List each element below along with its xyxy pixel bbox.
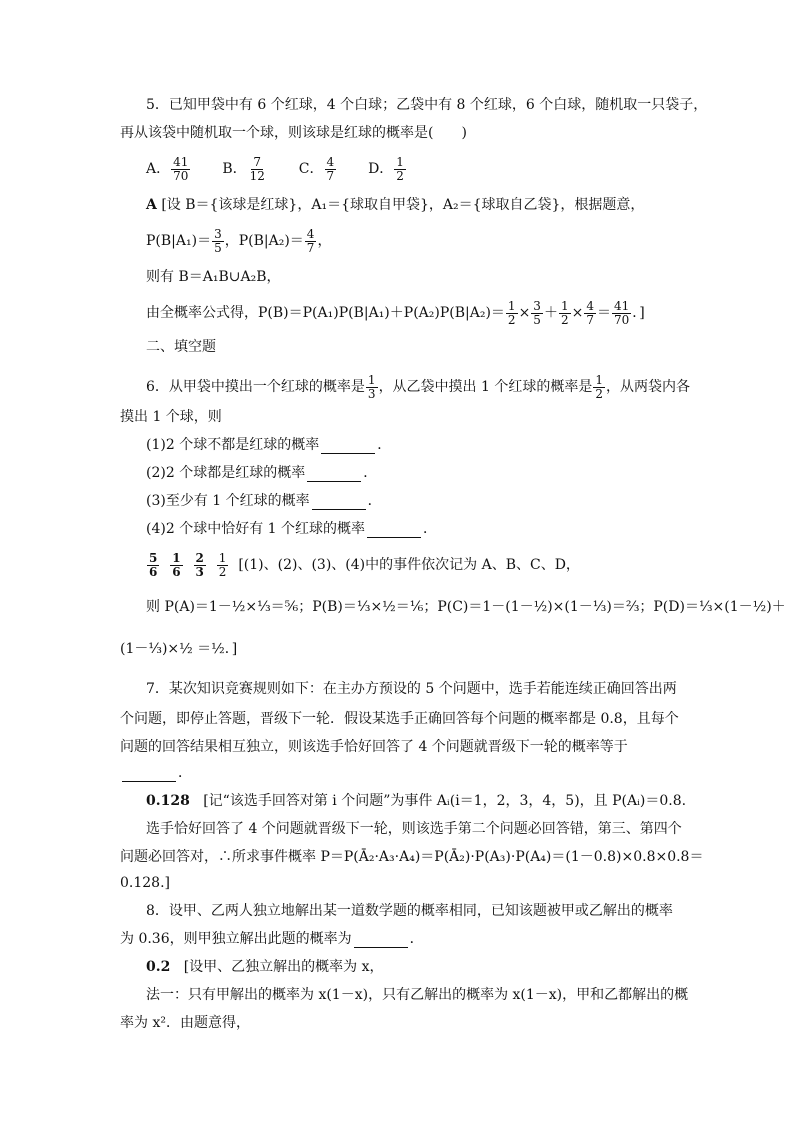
answer-blank: [367, 523, 421, 538]
q7-solution-line4: 0.128.]: [120, 875, 170, 891]
option-d: D． $\frac{1}{2}$: [368, 154, 404, 183]
q7-line4: ．: [120, 764, 192, 782]
option-a: A． $\frac{41}{70}$: [146, 154, 189, 183]
q6-solution-line3: (1－⅓)×½ ＝½．]: [120, 641, 238, 657]
q6-sub1: (1)2 个球不都是红球的概率 ．: [146, 437, 392, 453]
q5-line1: 5．已知甲袋中有 6 个红球，4 个白球；乙袋中有 8 个红球，6 个白球，随机取一只袋子，: [146, 97, 708, 113]
answer-blank: [354, 933, 408, 948]
q8-answer: 0.2: [146, 959, 171, 975]
section-heading: 二、填空题: [146, 339, 216, 355]
q6-line2: 摸出 1 个球，则: [120, 409, 222, 425]
answer-blank: [321, 439, 375, 454]
q5-solution-line2: P(B|A₁)＝ $\frac{3}{5}$ ，P(B|A₂)＝ $\frac{4}{7}$ ，: [146, 226, 332, 255]
option-c: C． $\frac{4}{7}$: [298, 154, 335, 183]
q6-answers: $\frac{5}{6}$ $\frac{1}{6}$ $\frac{2}{3}$ $\frac{1}{2}$ [(1)、(2)、(3)、(4)中的事件依次记为 A、B、C、D，: [149, 550, 580, 579]
q8-line2: 为 0.36，则甲独立解出此题的概率为 ．: [120, 931, 424, 947]
q5-solution-line4: 由全概率公式得，P(B)＝P(A₁)P(B|A₁)＋P(A₂)P(B|A₂)＝ $\frac{1}{2}$ × $\frac{3}{5}$ ＋ $\frac{1}{2}$ × $\frac{4}{7}$ ＝ $\frac{41}{70}$ ．]: [146, 298, 645, 327]
option-b: B． $\frac{7}{12}$: [222, 154, 265, 183]
q5-solution-line1: A [设 B＝{该球是红球}，A₁＝{球取自甲袋}，A₂＝{球取自乙袋}，根据题意，: [146, 197, 645, 213]
q8-line1: 8．设甲、乙两人独立地解出某一道数学题的概率相同，已知该题被甲或乙解出的概率: [146, 903, 673, 919]
q7-line2: 个问题，即停止答题，晋级下一轮．假设某选手正确回答每个问题的概率都是 0.8，且每个: [120, 711, 679, 727]
answer-blank: [312, 495, 366, 510]
q8-solution-line3: 率为 x²．由题意得，: [120, 1015, 250, 1031]
q7-line3: 问题的回答结果相互独立，则该选手恰好回答了 4 个问题就晋级下一轮的概率等于: [120, 739, 628, 755]
answer-blank: [122, 767, 176, 782]
q5-answer: A: [146, 197, 157, 213]
q8-solution-line1: 0.2 [设甲、乙独立解出的概率为 x，: [146, 959, 384, 975]
q5-line2: 再从该袋中随机取一个球，则该球是红球的概率是( ): [120, 125, 467, 141]
q8-solution-line2: 法一：只有甲解出的概率为 x(1－x)，只有乙解出的概率为 x(1－x)，甲和乙都解出的概: [146, 987, 689, 1003]
q6-sub4: (4)2 个球中恰好有 1 个红球的概率 ．: [146, 521, 437, 537]
q6-sub2: (2)2 个球都是红球的概率 ．: [146, 465, 378, 481]
q6-line1: 6．从甲袋中摸出一个红球的概率是 $\frac{1}{3}$ ，从乙袋中摸出 1 个红球的概率是 $\frac{1}{2}$ ，从两袋内各: [146, 372, 691, 401]
q6-solution-line2: 则 P(A)＝1－½×⅓＝⅚；P(B)＝⅓×½＝⅙；P(C)＝1－(1－½)×(1－⅓)＝⅔；P(D)＝⅓×(1－½)＋: [146, 599, 786, 615]
q5-solution-line3: 则有 B＝A₁B∪A₂B，: [146, 269, 281, 285]
q7-answer: 0.128: [146, 793, 190, 809]
q7-line1: 7．某次知识竞赛规则如下：在主办方预设的 5 个问题中，选手若能连续正确回答出两: [146, 681, 677, 697]
q5-options: [146, 152, 407, 186]
q6-sub3: (3)至少有 1 个红球的概率 ．: [146, 493, 382, 509]
q7-solution-line1: 0.128 [记“该选手回答对第 i 个问题”为事件 Aᵢ(i＝1，2，3，4，5)，且 P(Aᵢ)＝0.8.: [146, 793, 687, 809]
q7-solution-line2: 选手恰好回答了 4 个问题就晋级下一轮，则该选手第二个问题必回答错，第三、第四个: [146, 821, 682, 837]
q7-solution-line3: 问题必回答对，∴所求事件概率 P＝P(Ā₂·A₃·A₄)＝P(Ā₂)·P(A₃)·P(A₄)＝(1－0.8)×0.8×0.8＝: [120, 849, 704, 865]
answer-blank: [307, 467, 361, 482]
